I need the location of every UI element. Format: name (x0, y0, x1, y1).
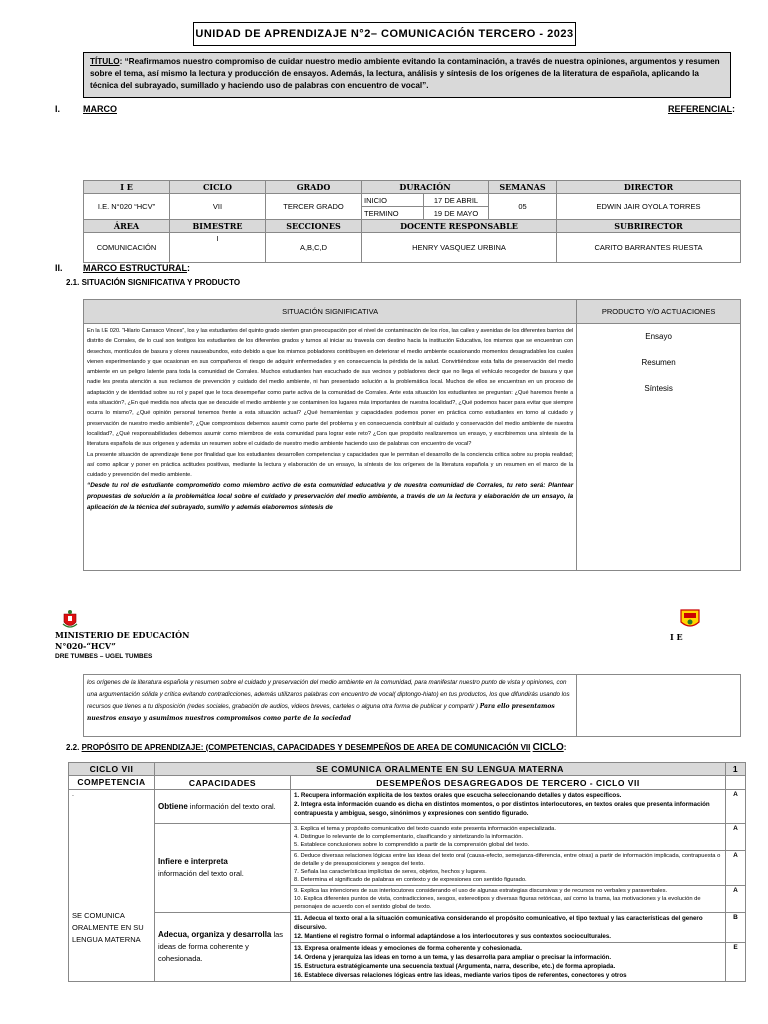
desempeno-10: 10. Explica diferentes puntos de vista, contradicciones, sesgos, estereotipos y diversas figuras retóricas, así como la trama, las motivaciones y la evolución de personajes de acuerdo con el sentido global de texto. (294, 896, 701, 910)
situation-table (83, 299, 741, 571)
secciones-value: A,B,C,D (266, 233, 362, 263)
continuation-text: los orígenes de la literatura española y resumen sobre el cuidado y preservación del medio ambiente en la comunidad, para manifestar nuestro punto de vista y opiniones, con una argumentación sólida y crítica evitando contradicciones, además utilizaros palabras con encuentro de vocal( diptongo-hiato) en tus productos, los que difundirás usando los recursos que tienes a tu disposición (redes sociales, grabación de audios, videos breves, carteles o alguna otra forma de publicar y compartir ) (87, 679, 570, 710)
desempenos-infiere-3 (291, 886, 726, 913)
competencia-name: SE COMUNICA ORALMENTE EN SU LENGUA MATERNA (72, 911, 144, 944)
section-1-colon: : (732, 104, 736, 114)
area-value: COMUNICACIÓN (84, 233, 170, 263)
product-header: PRODUCTO Y/O ACTUACIONES (577, 300, 741, 324)
section-2-title (83, 263, 190, 273)
situation-paragraph-2: La presente situación de aprendizaje tiene por finalidad que los estudiantes desarrollen competencias y capacidades que le permitan el desarrollo de la conciencia crítica sobre su propia realidad; así como aplicar y poner en práctica actitudes positivas, mediante la lectura y elaboración de un ensayo, la síntesis de los orígenes de la literatura española y un resumen en el marco de la cuidado y prevención del medio ambiente. (87, 451, 574, 479)
desempeno-14: 14. Ordena y jerarquiza las ideas en torno a un tema, y las desarrolla para ampliar o precisar la información. (294, 954, 612, 961)
header-semanas: SEMANAS (489, 181, 557, 194)
subsection-2-1-title: 2.1. SITUACIÓN SIGNIFICATIVA Y PRODUCTO (66, 278, 241, 287)
termino-label: TERMINO (362, 207, 424, 220)
section-1-number: I. (55, 104, 61, 114)
product-item: Síntesis (644, 384, 673, 393)
header-area: ÁREA (84, 220, 170, 233)
desempeno-9: 9. Explica las intenciones de sus interlocutores considerando el uso de algunas estrategias discursivas y de recursos no verbales y paraverbales. (294, 888, 668, 894)
desempeno-16: 16. Establece diversas relaciones lógicas entre las ideas, mediante varios tipos de referentes, conectores y otros (294, 972, 627, 979)
page2-ie-label: I E (670, 632, 683, 642)
desempeno-4: 4. Distingue lo relevante de lo complementario, clasificando y sintetizando la información. (294, 834, 524, 840)
subsection-2-2-title (66, 742, 566, 753)
product-cell (577, 324, 741, 571)
section-1-title-right (668, 104, 735, 114)
section-1-referencial: REFERENCIAL (668, 104, 733, 114)
bimestre-value: I (170, 233, 266, 263)
section-2-colon: : (187, 263, 190, 273)
situation-continuation-table (83, 674, 741, 737)
situation-paragraph-3: “Desde tu rol de estudiante comprometido como miembro activo de esta comunidad educativa y de nuestra comunidad de Corrales, tu reto será: Plantear propuestas de solución a la problemática local sobre el cuidado y preservación del medio ambiente, a través de un la lectura y elaboración de un ensayo, la aplicación de la técnica del subrayado, sumillo y además elaboremos síntesis de (87, 482, 574, 512)
desempeno-2: 2. Integra esta información cuando es dicha en distintos momentos, o por distintos interlocutores, en textos orales que presenta información contrapuesta y ambigua, sesgo, sinónimos y expresiones con sentido figurado. (294, 801, 710, 817)
level-5: B (726, 913, 746, 943)
director-value: EDWIN JAIR OYOLA TORRES (557, 194, 741, 220)
theme-label: TÍTULO (90, 57, 120, 66)
situation-body (84, 324, 576, 570)
continuation-cell (84, 675, 577, 737)
situation-body-cell (84, 324, 577, 571)
competencia-cell (69, 790, 155, 982)
header-competence-title: SE COMUNICA ORALMENTE EN SU LENGUA MATERNA (155, 763, 726, 776)
situation-header: SITUACIÓN SIGNIFICATIVA (84, 300, 577, 324)
desempenos-obtiene (291, 790, 726, 824)
ministry-name: MINISTERIO DE EDUCACIÓN (55, 630, 190, 640)
header-number: 1 (726, 763, 746, 776)
grado-value: TERCER GRADO (266, 194, 362, 220)
theme-text: : “Reafirmamos nuestro compromiso de cuidar nuestro medio ambiente evitando la contaminación, a través de nuestra opiniones, argumentos y resumen sobre el tema, así mismo la lectura y producción de ensayos. Además, la lectura, análisis y síntesis de los orígenes de la literatura de española, aplicando la técnica del subrayado, sumillado y haciendo uso de palabras con encuentro de vocal”. (90, 57, 720, 90)
header-duracion: DURACIÓN (362, 181, 489, 194)
capacity-obtiene (155, 790, 291, 824)
level-6: E (726, 943, 746, 982)
capacity-obtiene-rest: información del texto oral. (187, 801, 276, 811)
dre-ugel: DRE TUMBES – UGEL TUMBES (55, 653, 153, 660)
capacity-obtiene-bold: Obtiene (158, 801, 188, 811)
situation-paragraph-1: En la I.E 020. “Hilario Carrasco Vinces”, los y las estudiantes del quinto grado sienten gran preocupación por el nivel de contaminación de los ríos, las calles y avenidas de los diferentes barrios del distrito de Corrales, de lo cual son testigos los estudiantes de los diferentes grados y turnos al iniciar su travesía con destino hacia la institución Educativa, los mismos que se encuentran con desechos, montículos de basura y olores nauseabundos, esto debido a que los mismos pobladores contribuyen en deteriorar el medio ambiente ocasionando momentos desagradables los cuales vienen experimentando y que ocasionan en sus compañeros el riesgo de adquirir enfermedades y en consecuencia la pérdida de la salud. Convirtiéndose esta falta de preservación del medio ambiente en un peligro latente para toda la comunidad de Corrales. Muchos estudiantes han escuchado de sus vecinos y pobladores decir que no llega el vehículo recogedor de basura y que nadie les presta atención a sus reclamos de prevención y cuidado del medio ambiente, ni han presentado solución a la problemática local. Muchos de ellos se encuentran en un proceso de adaptación y de identidad sobre su rol y papel que le toca desempeñar como parte activa de la comunidad de Corrales. Ante esta situación los estudiantes se preguntan: ¿Qué haremos frente a esta situación?, ¿En qué medida nos afecta que se descuide el medio ambiente y se contaminen los lugares más importantes de nuestra localidad?, ¿Qué podemos hacer para evitar que siempre ocurra lo mismo?, ¿Qué opinión personal tenemos frente a esta situación actual? ¿Qué herramientas y capacidades podemos poner en práctica como estudiantes en torno al cuidado y preservación de nuestro medio ambiente?, ¿Que compromisos debemos asumir como parte del problema y en consecuencia contribuir al cuidado y conservación del medio ambiente de nuestra localidad?, ¿Qué responsabilidades debemos asumir como miembros de esta comunidad para lograr este reto? ¿Con que propósito realizaremos un ensayo, y escribiremos una síntesis de la literatura española de sus orígenes y además un resumen sobre el cuidado de nuestro medio ambiente haciendo uso de palabras con encuentro de vocal? (87, 328, 574, 448)
product-item: Resumen (641, 358, 676, 367)
header-grado: GRADO (266, 181, 362, 194)
desempeno-12: 12. Mantiene el registro formal o informal adaptándose a los interlocutores y sus contextos socioculturales. (294, 933, 612, 940)
header-ciclo-vii: CICLO VII (69, 763, 155, 776)
desempeno-7: 7. Señala las características implícitas de seres, objetos, hechos y lugares. (294, 869, 487, 875)
header-empty (726, 776, 746, 790)
inicio-value: 17 DE ABRIL (424, 194, 489, 207)
school-logo-icon (680, 608, 700, 630)
capacity-infiere (155, 824, 291, 913)
desempenos-adecua-1 (291, 913, 726, 943)
capacity-adecua-rest: las ideas de forma coherente y cohesionada. (158, 930, 284, 963)
competencia-dot: . (72, 791, 74, 798)
desempeno-15: 15. Estructura estratégicamente una secuencia textual (Argumenta, narra, describe, etc.) de forma apropiada. (294, 963, 616, 970)
desempeno-8: 8. Determina el significado de palabras en contexto y de expresiones con sentido figurado. (294, 877, 527, 883)
docente-value: HENRY VASQUEZ URBINA (362, 233, 557, 263)
ie-value: I.E. N°020 “HCV” (84, 194, 170, 220)
header-bimestre: BIMESTRE (170, 220, 266, 233)
desempenos-infiere-2 (291, 851, 726, 886)
section-2-number: II. (55, 263, 63, 273)
level-1: A (726, 790, 746, 824)
capacity-adecua-bold: Adecua, organiza y desarrolla (158, 930, 272, 939)
continuation-body (84, 675, 576, 727)
subsection-2-2-text: PROPÓSITO DE APRENDIZAJE: (COMPETENCIAS, CAPACIDADES Y DESEMPEÑOS DE AREA DE COMUNICACIÓN VII (81, 743, 531, 752)
subdirector-value: CARITO BARRANTES RUESTA (557, 233, 741, 263)
subsection-2-2-colon: : (563, 743, 567, 752)
desempeno-1: 1. Recupera información explícita de los textos orales que escucha seleccionando detalles y datos específicos. (294, 792, 622, 799)
header-ie: I E (84, 181, 170, 194)
header-secciones: SECCIONES (266, 220, 362, 233)
desempeno-13: 13. Expresa oralmente ideas y emociones de forma coherente y cohesionada. (294, 945, 522, 952)
capacity-infiere-bold: Infiere e interpreta (158, 857, 228, 866)
unit-title: UNIDAD DE APRENDIZAJE N°2– COMUNICACIÓN TERCERO - 2023 (193, 22, 576, 46)
unit-theme-box (83, 52, 731, 98)
capacities-table (68, 762, 746, 982)
subsection-2-2-number: 2.2. (66, 743, 80, 752)
inicio-label: INICIO (362, 194, 424, 207)
level-3: A (726, 851, 746, 886)
section-1-title-left: MARCO (83, 104, 117, 114)
ciclo-value: VII (170, 194, 266, 220)
section-2-title-text: MARCO ESTRUCTURAL (83, 263, 187, 273)
general-info-table (83, 180, 741, 263)
header-competencia: COMPETENCIA (69, 776, 155, 790)
header-ciclo: CICLO (170, 181, 266, 194)
header-docente: DOCENTE RESPONSABLE (362, 220, 557, 233)
termino-value: 19 DE MAYO (424, 207, 489, 220)
desempeno-3: 3. Explica el tema y propósito comunicativo del texto cuando este presenta información especializada. (294, 826, 556, 832)
header-capacidades: CAPACIDADES (155, 776, 291, 790)
header-subdirector: SUBRIRECTOR (557, 220, 741, 233)
header-desempenos: DESEMPEÑOS DESAGREGADOS DE TERCERO - CICLO VII (291, 776, 726, 790)
desempenos-infiere-1 (291, 824, 726, 851)
level-4: A (726, 886, 746, 913)
capacity-adecua (155, 913, 291, 982)
school-code: N°020-“HCV” (55, 641, 116, 651)
continuation-bold-text: Para ello presentamos nuestros ensayo y asumimos nuestros compromisos como parte de la sociedad (87, 703, 555, 722)
desempeno-11: 11. Adecua el texto oral a la situación comunicativa considerando el propósito comunicativo, el tipo textual y las características del genero discursivo. (294, 915, 703, 931)
capacity-infiere-rest: información del texto oral. (158, 869, 244, 878)
continuation-product-cell (577, 675, 741, 737)
subsection-2-2-ciclo: CICLO (532, 742, 564, 753)
desempeno-5: 5. Establece conclusiones sobre lo comprendido a partir de la comprensión global del texto. (294, 842, 530, 848)
semanas-value: 05 (489, 194, 557, 220)
level-2: A (726, 824, 746, 851)
desempenos-adecua-2 (291, 943, 726, 982)
product-item: Ensayo (645, 332, 672, 341)
peru-coat-of-arms-icon (62, 610, 78, 630)
header-director: DIRECTOR (557, 181, 741, 194)
desempeno-6: 6. Deduce diversas relaciones lógicas entre las ideas del texto oral (causa-efecto, semejanza-diferencia, entre otras) a partir de información implicada, contrapuesta o de detalle y de presuposiciones y sesgos del texto. (294, 853, 721, 867)
